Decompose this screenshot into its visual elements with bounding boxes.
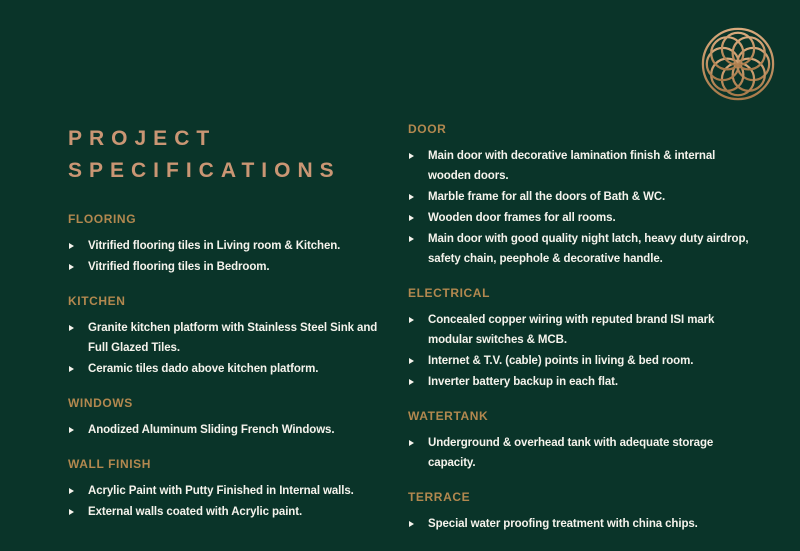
section-heading: KITCHEN bbox=[68, 294, 126, 308]
bullet-triangle-icon bbox=[409, 317, 414, 323]
bullet-triangle-icon bbox=[409, 379, 414, 385]
bullet-triangle-icon bbox=[69, 243, 74, 249]
spec-item bbox=[408, 187, 760, 207]
bullet-triangle-icon bbox=[409, 358, 414, 364]
section-heading: ELECTRICAL bbox=[408, 286, 490, 300]
spec-item-text: Main door with decorative lamination finish & internal wooden doors. bbox=[428, 150, 716, 182]
section-watertank bbox=[408, 409, 760, 473]
section-heading: WATERTANK bbox=[408, 409, 489, 423]
spec-item bbox=[408, 146, 760, 186]
spec-item-text: Ceramic tiles dado above kitchen platform. bbox=[88, 363, 319, 375]
spec-item bbox=[408, 433, 760, 473]
section-heading: DOOR bbox=[408, 122, 447, 136]
left-column bbox=[68, 212, 400, 539]
section-electrical bbox=[408, 286, 760, 392]
spec-item bbox=[68, 236, 400, 256]
section-heading: TERRACE bbox=[408, 490, 471, 504]
spec-item-text: Marble frame for all the doors of Bath & WC. bbox=[428, 191, 666, 203]
bullet-triangle-icon bbox=[409, 215, 414, 221]
spec-item bbox=[408, 372, 760, 392]
spec-item-text: Underground & overhead tank with adequate storage capacity. bbox=[428, 437, 714, 469]
bullet-triangle-icon bbox=[69, 488, 74, 494]
bullet-triangle-icon bbox=[69, 325, 74, 331]
spec-item bbox=[68, 359, 400, 379]
spec-item-text: External walls coated with Acrylic paint. bbox=[88, 506, 303, 518]
spec-item bbox=[68, 257, 400, 277]
bullet-triangle-icon bbox=[409, 440, 414, 446]
bullet-triangle-icon bbox=[409, 153, 414, 159]
bullet-triangle-icon bbox=[409, 521, 414, 527]
spec-item-text: Acrylic Paint with Putty Finished in Internal walls. bbox=[88, 485, 354, 497]
spec-item-text: Vitrified flooring tiles in Living room & Kitchen. bbox=[88, 240, 341, 252]
bullet-triangle-icon bbox=[409, 194, 414, 200]
spec-item bbox=[408, 208, 760, 228]
section-wall-finish bbox=[68, 457, 400, 522]
spec-item-text: Concealed copper wiring with reputed brand ISI mark modular switches & MCB. bbox=[428, 314, 715, 346]
spec-item-text: Anodized Aluminum Sliding French Windows. bbox=[88, 424, 335, 436]
section-terrace bbox=[408, 490, 760, 534]
spec-item-text: Main door with good quality night latch, heavy duty airdrop, safety chain, peephole & decorative handle. bbox=[428, 233, 749, 265]
spec-item bbox=[408, 310, 760, 350]
spec-item bbox=[408, 351, 760, 371]
spec-item-text: Special water proofing treatment with china chips. bbox=[428, 518, 698, 530]
section-windows bbox=[68, 396, 400, 440]
spec-item-text: Internet & T.V. (cable) points in living & bed room. bbox=[428, 355, 694, 367]
bullet-triangle-icon bbox=[409, 236, 414, 242]
bullet-triangle-icon bbox=[69, 366, 74, 372]
bullet-triangle-icon bbox=[69, 427, 74, 433]
page-title bbox=[68, 123, 341, 187]
spec-item bbox=[68, 502, 400, 522]
spec-item-text: Granite kitchen platform with Stainless Steel Sink and Full Glazed Tiles. bbox=[88, 322, 378, 354]
spec-item-text: Vitrified flooring tiles in Bedroom. bbox=[88, 261, 270, 273]
right-column bbox=[408, 122, 760, 551]
ornamental-rosette-logo bbox=[699, 25, 777, 103]
spec-item-text: Wooden door frames for all rooms. bbox=[428, 212, 616, 224]
spec-item bbox=[408, 229, 760, 269]
spec-item bbox=[68, 420, 400, 440]
section-kitchen bbox=[68, 294, 400, 379]
spec-item-text: Inverter battery backup in each flat. bbox=[428, 376, 618, 388]
spec-item bbox=[68, 318, 400, 358]
section-heading: WINDOWS bbox=[68, 396, 133, 410]
section-door bbox=[408, 122, 760, 269]
section-heading: FLOORING bbox=[68, 212, 137, 226]
bullet-triangle-icon bbox=[69, 509, 74, 515]
spec-item bbox=[408, 514, 760, 534]
spec-item bbox=[68, 481, 400, 501]
section-flooring bbox=[68, 212, 400, 277]
page-title-line1: PROJECT bbox=[68, 127, 217, 150]
section-heading: WALL FINISH bbox=[68, 457, 152, 471]
page-title-line2: SPECIFICATIONS bbox=[68, 159, 341, 182]
bullet-triangle-icon bbox=[69, 264, 74, 270]
